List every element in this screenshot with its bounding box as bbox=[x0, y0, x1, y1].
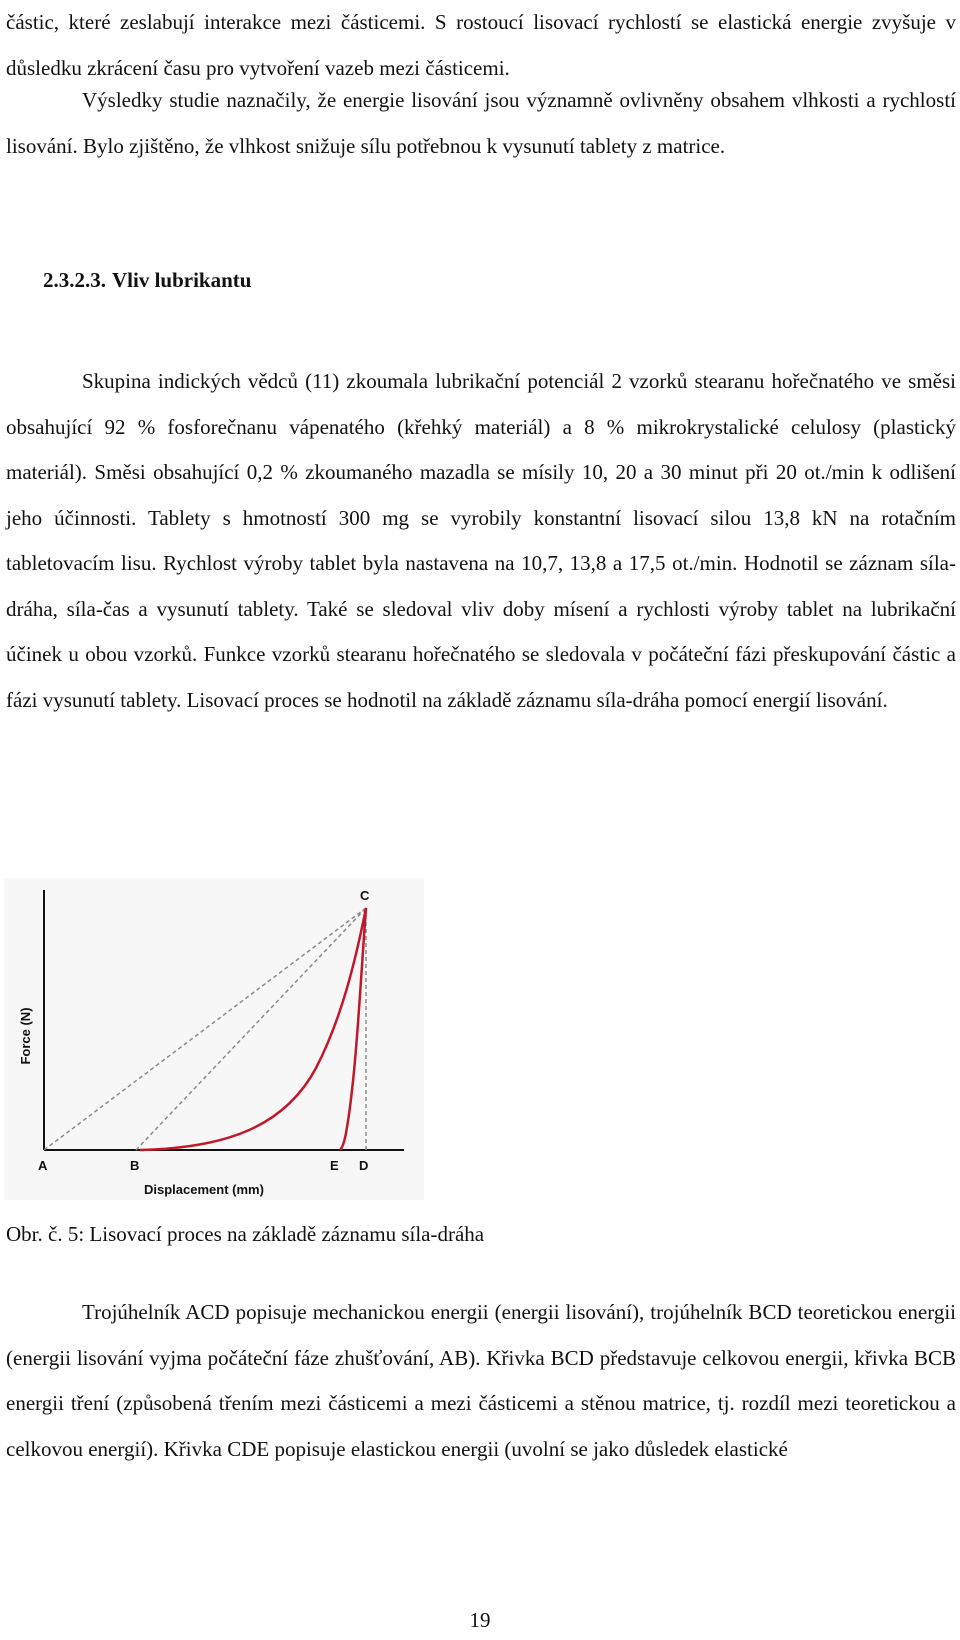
paragraph-intro-fragment: částic, které zeslabují interakce mezi částicemi. S rostoucí lisovací rychlostí se elastická energie zvyšuje v důsledku zkrácení času pro vytvoření vazeb mezi částicemi. bbox=[6, 10, 956, 80]
force-displacement-figure bbox=[4, 878, 424, 1200]
paragraph-results: Výsledky studie naznačily, že energie lisování jsou významně ovlivněny obsahem vlhkosti a rychlostí lisování. Bylo zjištěno, že vlhkost snižuje sílu potřebnou k vysunutí tablety z matrice. bbox=[6, 88, 956, 158]
section-heading bbox=[43, 268, 257, 292]
paragraph-triangle: Trojúhelník ACD popisuje mechanickou energii (energii lisování), trojúhelník BCD teoretickou energii (energii lisování vyjma počáteční fáze zhušťování, AB). Křivka BCD představuje celkovou energii, křivka BCB energii tření (způsobená třením mezi částicemi a mezi částicemi a stěnou matrice, tj. rozdíl mezi teoretickou a celkovou energií). Křivka CDE popisuje elastickou energii (uvolní se jako důsledek elastické bbox=[6, 1300, 956, 1461]
point-label-e: E bbox=[330, 1158, 339, 1173]
section-title: Vliv lubrikantu bbox=[112, 268, 252, 292]
figure-caption: Obr. č. 5: Lisovací proces na základě záznamu síla-dráha bbox=[6, 1222, 485, 1246]
paragraph-lubricant: Skupina indických vědců (11) zkoumala lubrikační potenciál 2 vzorků stearanu hořečnatého ve směsi obsahující 92 % fosforečnanu vápenatého (křehký materiál) a 8 % mikrokrystalické celulosy (plastický materiál). Směsi obsahující 0,2 % zkoumaného mazadla se mísily 10, 20 a 30 minut při 20 ot./min k odlišení jeho účinnosti. Tablety s hmotností 300 mg se vyrobily konstantní lisovací silou 13,8 kN na rotačním tabletovacím lisu. Rychlost výroby tablet byla nastavena na 10,7, 13,8 a 17,5 ot./min. Hodnotil se záznam síla-dráha, síla-čas a vysunutí tablety. Také se sledoval vliv doby mísení a rychlosti výroby tablet na lubrikační účinek u obou vzorků. Funkce vzorků stearanu hořečnatého se sledovala v počáteční fázi přeskupování částic a fázi vysunutí tablety. Lisovací proces se hodnotil na základě záznamu síla-dráha pomocí energií lisování. bbox=[6, 369, 956, 712]
force-displacement-diagram bbox=[4, 878, 424, 1200]
point-label-b: B bbox=[130, 1158, 140, 1173]
section-number: 2.3.2.3. bbox=[43, 268, 106, 292]
y-axis-label: Force (N) bbox=[18, 1007, 33, 1065]
point-label-d: D bbox=[359, 1158, 369, 1173]
x-axis-label: Displacement (mm) bbox=[144, 1182, 264, 1197]
point-label-c: C bbox=[360, 888, 370, 903]
point-label-a: A bbox=[38, 1158, 48, 1173]
page-number: 19 bbox=[469, 1608, 491, 1632]
